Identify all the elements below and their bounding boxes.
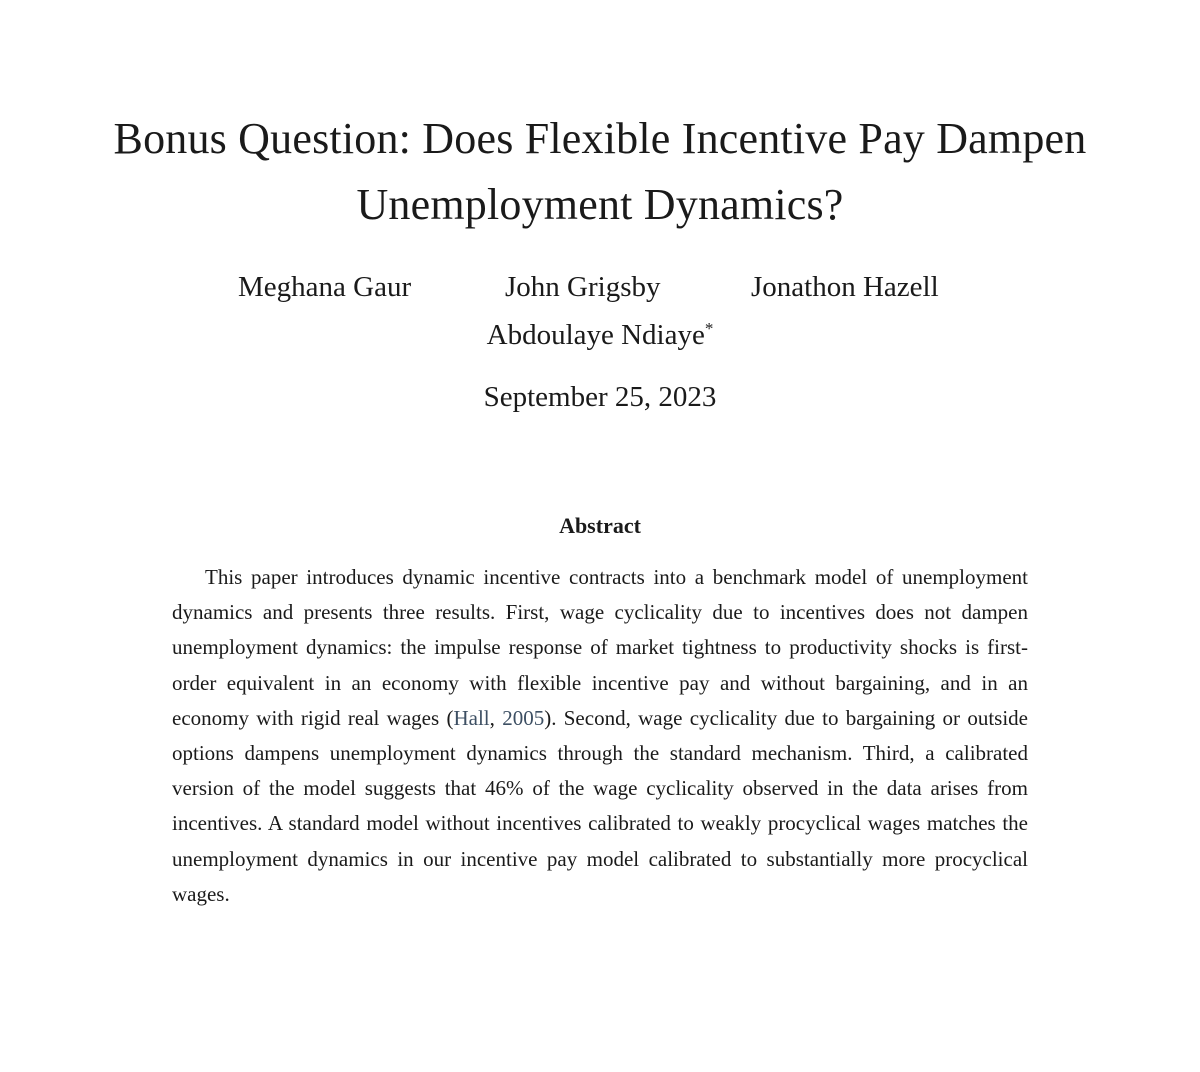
- author-name: Abdoulaye Ndiaye: [486, 319, 705, 351]
- author-name-row: [0, 319, 1200, 352]
- author-name: Meghana Gaur: [238, 271, 412, 303]
- author-name: Jonathon Hazell: [751, 271, 939, 303]
- author-name: John Grigsby: [505, 271, 661, 303]
- paper-title: Bonus Question: Does Flexible Incentive Pay Dampen Unemployment Dynamics?: [113, 114, 1087, 229]
- publication-date: September 25, 2023: [483, 381, 717, 413]
- abstract-heading: Abstract: [559, 513, 641, 538]
- footnote-marker-link[interactable]: *: [704, 319, 714, 338]
- citation-year-link[interactable]: 2005: [502, 705, 545, 730]
- author-list: [0, 271, 1200, 311]
- citation-author-link[interactable]: Hall: [453, 705, 490, 730]
- abstract-text: [172, 560, 1028, 912]
- abstract-text-part: This paper introduces dynamic incentive contracts into a benchmark model of unemployment dynamics and presents three results. First, wage cyclicality due to incentives does not dampen unemployment dynamics: the impulse response of market tightness to productivity shocks is first-order equivalent in an economy with flexible incentive pay and without bargaining, and in an economy with rigid real wages (: [172, 565, 1028, 730]
- citation-separator: ,: [489, 705, 503, 730]
- abstract-text-part: ). Second, wage cyclicality due to bargaining or outside options dampens unemployment dynamics through the standard mechanism. Third, a calibrated version of the model suggests that 46% of the wage cyclicality observed in the data arises from incentives. A standard model without incentives calibrated to weakly procyclical wages matches the unemployment dynamics in our incentive pay model calibrated to substantially more procyclical wages.: [172, 705, 1029, 906]
